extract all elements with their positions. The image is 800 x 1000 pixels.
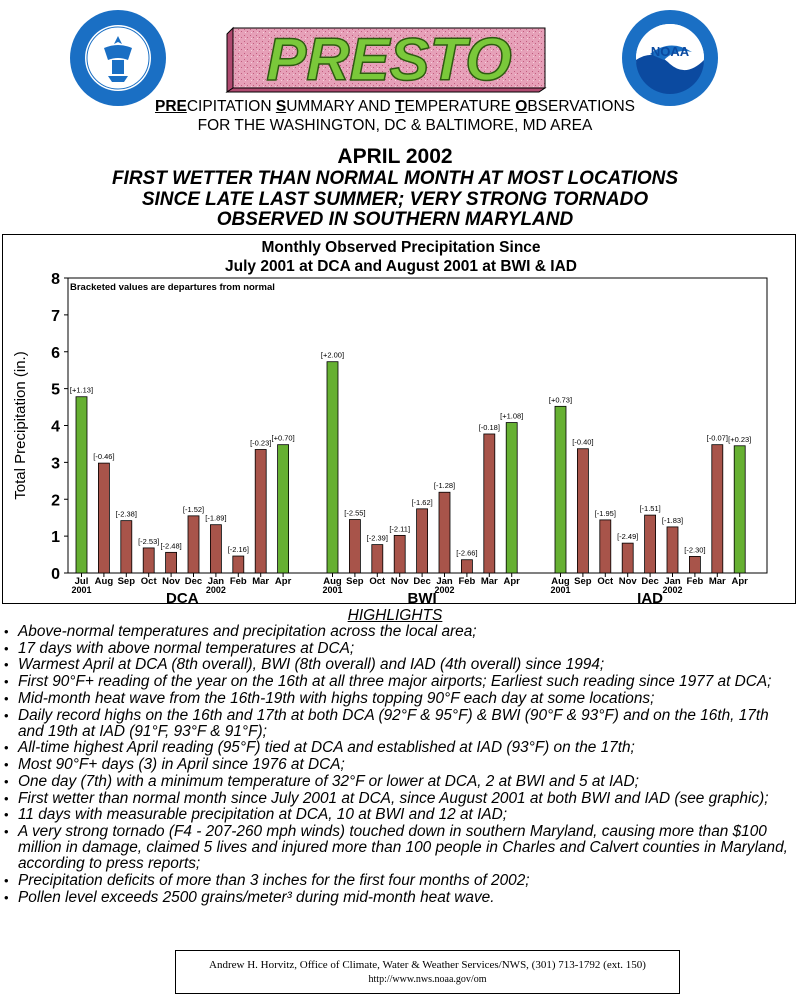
y-tick-label: 5 (51, 381, 60, 399)
subtitle-word-bservations: BSERVATIONS (527, 98, 636, 115)
departure-label: [-1.83] (661, 515, 684, 525)
month-label: Apr (503, 576, 520, 587)
precip-bar-bwi (372, 545, 383, 573)
departure-label: [-1.28] (433, 481, 456, 491)
month-label: Feb (458, 576, 476, 587)
precipitation-chart-svg (3, 235, 795, 603)
departure-label: [-2.66] (456, 548, 478, 558)
month-label: Jul (74, 576, 89, 587)
month-label: Nov (162, 576, 181, 587)
departure-label: [-1.62] (411, 497, 433, 507)
precip-bar-bwi (394, 535, 405, 573)
departure-label: [-0.46] (93, 452, 115, 462)
precipitation-chart (2, 234, 796, 604)
month-label: Nov (390, 576, 409, 587)
departure-label: [-0.07] (706, 433, 728, 443)
year-label: 2001 (550, 585, 571, 595)
y-tick-label: 6 (51, 344, 60, 362)
departure-label: [+1.13] (69, 385, 94, 395)
departure-label: [+2.00] (320, 350, 345, 360)
highlight-item: • Pollen level exceeds 2500 grains/meter³ during mid-month heat wave. (4, 890, 796, 906)
precip-bar-iad (689, 556, 700, 573)
month-label: Aug (551, 576, 570, 587)
highlight-item: • Most 90°F+ days (3) in April since 1976 at DCA; (4, 757, 796, 773)
month-label: Jan (664, 576, 681, 587)
month-label: Sep (574, 576, 592, 587)
chart-title-line: July 2001 at DCA and August 2001 at BWI & IAD (225, 258, 577, 275)
station-label-dca: DCA (166, 590, 199, 603)
month-label: Jan (436, 576, 453, 587)
contact-footer (175, 950, 680, 994)
headline-line-3: OBSERVED IN SOUTHERN MARYLAND (216, 209, 574, 230)
precip-bar-iad (600, 520, 611, 573)
highlight-item: • 17 days with above normal temperatures at DCA; (4, 641, 796, 657)
y-tick-label: 4 (51, 418, 60, 436)
month-label: Oct (597, 576, 614, 587)
month-label: Aug (323, 576, 342, 587)
precip-bar-dca (255, 449, 266, 573)
subtitle-initial-o: O (515, 98, 528, 115)
departure-label: [-1.51] (639, 504, 661, 514)
precip-bar-dca (166, 552, 177, 573)
noaa-logo (620, 8, 720, 108)
month-label: Dec (641, 576, 659, 587)
report-subtitle-line-1 (0, 98, 790, 116)
departure-label: [-0.40] (572, 437, 594, 447)
precip-bar-iad (645, 515, 656, 573)
departure-label: [-2.39] (366, 533, 388, 543)
chart-title-line: Monthly Observed Precipitation Since (261, 239, 541, 256)
precip-bar-iad (622, 543, 633, 573)
month-label: Mar (480, 576, 498, 587)
departure-label: [-2.38] (115, 509, 137, 519)
precip-bar-dca (278, 445, 289, 573)
year-label: 2001 (322, 585, 343, 595)
departure-label: [-2.49] (617, 532, 639, 542)
y-tick-label: 3 (51, 455, 60, 473)
month-label: Sep (117, 576, 136, 587)
highlight-item: • First wetter than normal month since July 2001 at DCA, since August 2001 at both BWI and IAD (see graphic); (4, 791, 796, 807)
subtitle-word-emperature: EMPERATURE (404, 98, 516, 115)
y-tick-label: 2 (51, 492, 60, 510)
precip-bar-dca (233, 556, 244, 573)
highlight-item: • First 90°F+ reading of the year on the 16th at all three major airports; Earliest such reading since 1977 at DCA; (4, 674, 796, 690)
noaa-logo-text: NOAA (650, 44, 690, 59)
precip-bar-bwi (461, 560, 472, 573)
departure-label: [-1.52] (182, 504, 205, 514)
y-tick-label: 0 (51, 566, 60, 583)
department-of-commerce-seal (68, 8, 168, 108)
author-credit: Andrew H. Horvitz, Office of Climate, Water & Weather Services/NWS, (301) 713-1792 (ext. 150) (209, 959, 646, 971)
departure-label: [-1.89] (205, 513, 227, 523)
precip-bar-bwi (349, 520, 360, 573)
subtitle-initial-pre: PRE (154, 98, 187, 115)
departure-label: [+0.73] (548, 395, 573, 405)
precip-bar-bwi (439, 492, 450, 573)
month-label: Nov (618, 576, 637, 587)
y-tick-label: 8 (51, 271, 60, 288)
precip-bar-dca (121, 521, 132, 573)
subtitle-word-ummary: UMMARY AND (286, 98, 395, 115)
precip-bar-bwi (417, 509, 428, 573)
highlight-item: • Mid-month heat wave from the 16th-19th with highs topping 90°F each day at some locations; (4, 691, 796, 707)
departure-label: [-0.23] (250, 438, 272, 448)
headline-line-1: FIRST WETTER THAN NORMAL MONTH AT MOST LOCATIONS (111, 168, 679, 189)
subtitle-word-cipitation: CIPITATION (186, 98, 276, 115)
precip-bar-dca (98, 463, 109, 573)
departure-label: [-2.11] (389, 524, 411, 534)
highlight-item: • A very strong tornado (F4 - 207-260 mph winds) touched down in southern Maryland, causing more than $100 million in damage, claimed 5 lives and injured more than 100 people in Charles and Calvert counties in Maryland, according to press reports; (4, 824, 796, 873)
month-label: Dec (413, 576, 431, 587)
presto-logo-text: PRESTO (266, 26, 512, 93)
departure-label: [-2.48] (160, 541, 182, 551)
highlight-item: • Above-normal temperatures and precipitation across the local area; (4, 624, 796, 640)
departure-label: [+1.08] (500, 411, 524, 421)
precip-bar-dca (210, 525, 221, 573)
month-label: Apr (274, 576, 292, 587)
departure-label: [+0.23] (728, 434, 752, 444)
departure-label: [-0.18] (478, 422, 500, 432)
month-label: Jan (207, 576, 225, 587)
precip-bar-iad (667, 527, 678, 573)
month-label: Mar (708, 576, 726, 587)
year-label: 2002 (434, 585, 455, 595)
report-month: APRIL 2002 (337, 145, 453, 168)
report-subtitle-line-2: FOR THE WASHINGTON, DC & BALTIMORE, MD AREA (197, 117, 593, 134)
month-label: Sep (346, 576, 364, 587)
year-label: 2002 (205, 585, 226, 595)
precip-bar-dca (188, 516, 199, 573)
precip-bar-iad (577, 449, 588, 573)
departure-label: [-2.53] (138, 536, 160, 546)
website-url: http://www.nws.noaa.gov/om (368, 974, 487, 985)
precip-bar-bwi (506, 423, 517, 573)
station-label-bwi: BWI (407, 590, 437, 603)
highlights-list (4, 624, 796, 906)
departure-label: [-2.16] (227, 545, 249, 555)
subtitle-initial-t: T (395, 98, 405, 115)
headline-line-2: SINCE LATE LAST SUMMER; VERY STRONG TORNADO (141, 188, 649, 210)
highlight-item: • One day (7th) with a minimum temperature of 32°F or lower at DCA, 2 at BWI and 5 at IAD; (4, 774, 796, 790)
report-headline (0, 169, 790, 231)
departure-label: [-1.95] (594, 508, 616, 518)
presto-logo (225, 22, 550, 94)
highlights-title: HIGHLIGHTS (347, 607, 443, 624)
month-label: Aug (94, 576, 114, 587)
highlight-item: • All-time highest April reading (95°F) tied at DCA and established at IAD (93°F) on the 17th; (4, 740, 796, 756)
departure-label: [-2.30] (684, 545, 706, 555)
precip-bar-iad (734, 446, 745, 573)
subtitle-initial-s: S (275, 98, 287, 115)
month-label: Feb (686, 576, 704, 587)
chart-note: Bracketed values are departures from normal (70, 282, 275, 293)
precip-bar-bwi (327, 362, 338, 573)
departure-label: [+0.70] (271, 433, 295, 443)
month-label: Mar (252, 576, 270, 587)
station-label-iad: IAD (637, 590, 664, 603)
y-tick-label: 7 (51, 307, 60, 325)
precip-bar-bwi (484, 434, 495, 573)
highlight-item: • Warmest April at DCA (8th overall), BWI (8th overall) and IAD (4th overall) since 1994; (4, 657, 796, 673)
highlight-item: • Precipitation deficits of more than 3 inches for the first four months of 2002; (4, 873, 796, 889)
year-label: 2002 (662, 585, 683, 595)
month-label: Oct (369, 576, 386, 587)
month-label: Dec (184, 576, 203, 587)
month-label: Feb (229, 576, 247, 587)
precip-bar-iad (555, 406, 566, 573)
precip-bar-dca (143, 548, 154, 573)
precip-bar-dca (76, 397, 87, 573)
precip-bar-iad (712, 445, 723, 573)
month-label: Oct (140, 576, 157, 587)
y-axis-label: Total Precipitation (in.) (12, 351, 29, 500)
departure-label: [-2.55] (344, 508, 366, 518)
y-tick-label: 1 (51, 529, 60, 547)
month-label: Apr (731, 576, 748, 587)
highlight-item: • 11 days with measurable precipitation at DCA, 10 at BWI and 12 at IAD; (4, 807, 796, 823)
highlight-item: • Daily record highs on the 16th and 17th at both DCA (92°F & 95°F) & BWI (90°F & 93°F) and on the 16th, 17th and 19th at IAD (91°F, 93°F & 91°F); (4, 708, 796, 740)
year-label: 2001 (71, 585, 92, 595)
